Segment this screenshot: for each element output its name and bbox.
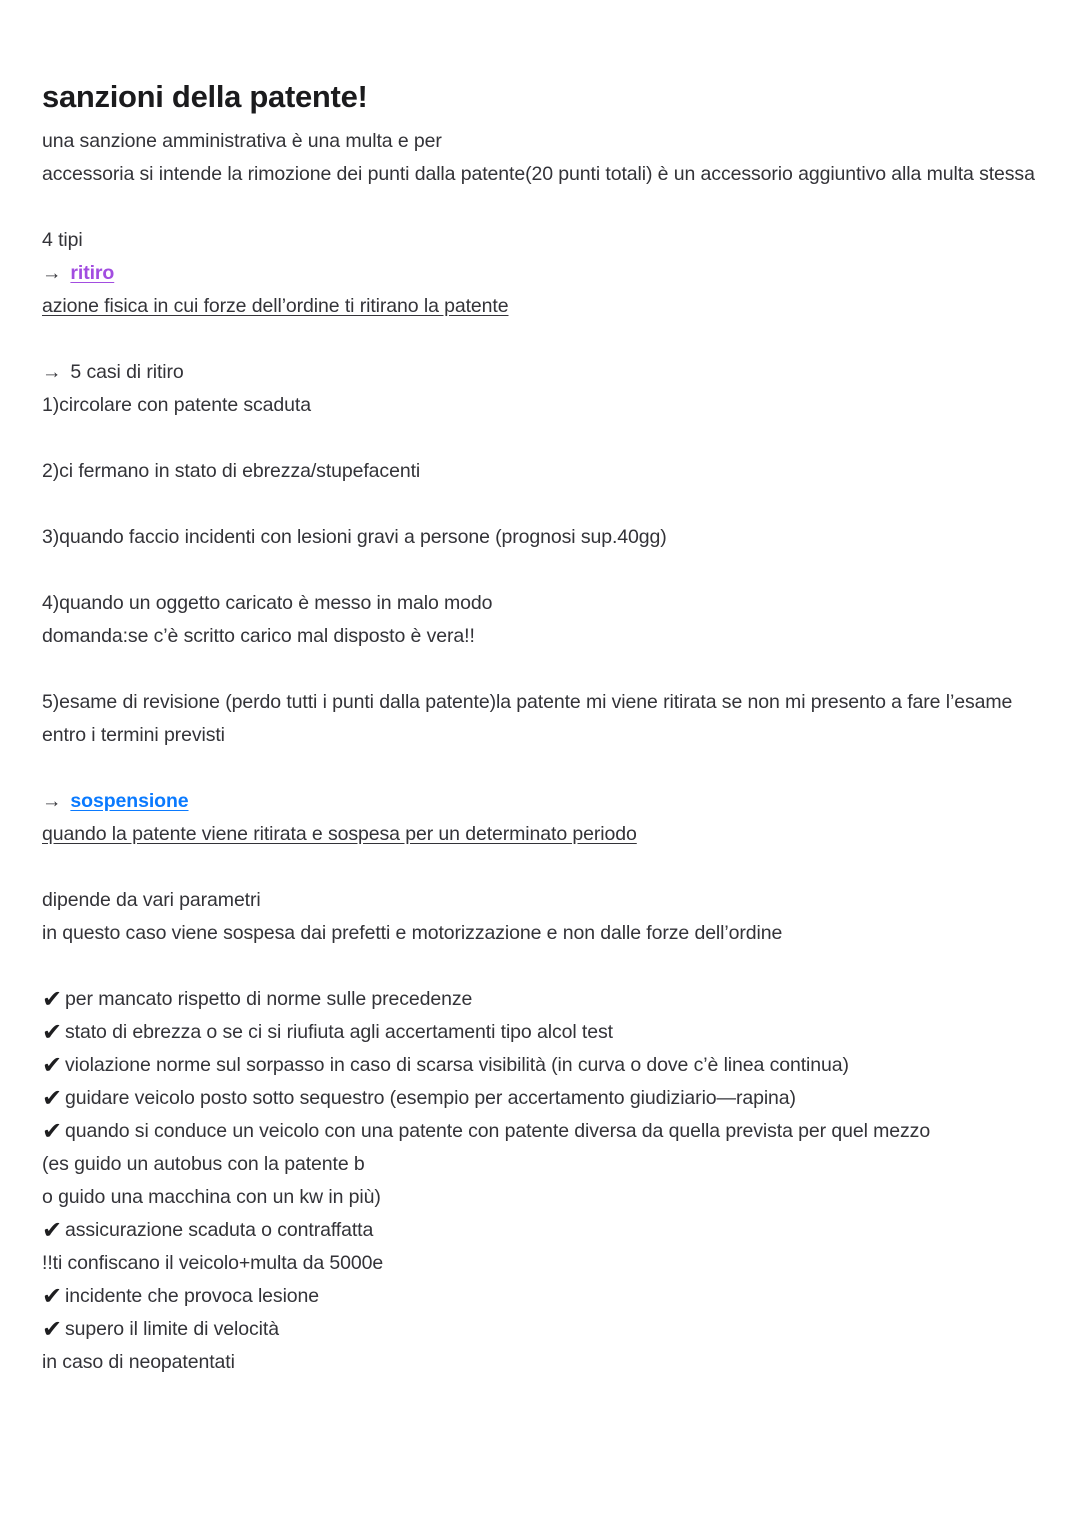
checkmark-icon: ✔ [42, 1283, 63, 1311]
blank-line [42, 653, 1040, 686]
intro-line-2: accessoria si intende la rimozione dei punti dalla patente(20 punti totali) è un accessorio aggiuntivo alla multa stessa [42, 163, 1035, 186]
checklist-continuation: in caso di neopatentati [42, 1351, 235, 1374]
checklist-text: violazione norme sul sorpasso in caso di scarsa visibilità (in curva o dove c’è linea continua) [65, 1054, 849, 1077]
blank-line [42, 422, 1040, 455]
ritiro-case-3: 3)quando faccio incidenti con lesioni gravi a persone (prognosi sup.40gg) [42, 526, 667, 549]
checklist-item [42, 983, 1040, 1016]
blank-line [42, 950, 1040, 983]
checklist-text: assicurazione scaduta o contraffatta [65, 1219, 374, 1242]
ritiro-case-2: 2)ci fermano in stato di ebrezza/stupefacenti [42, 460, 421, 483]
blank-line [42, 323, 1040, 356]
sospensione-para-line-2: in questo caso viene sospesa dai prefetti e motorizzazione e non dalle forze dell’ordine [42, 922, 783, 945]
checkmark-icon: ✔ [42, 1085, 63, 1113]
sospensione-para-line-1: dipende da vari parametri [42, 889, 261, 912]
checkmark-icon: ✔ [42, 1217, 63, 1245]
checklist-item [42, 1115, 1040, 1148]
checkmark-icon: ✔ [42, 986, 63, 1014]
checklist-item [42, 1049, 1040, 1082]
ritiro-description: azione fisica in cui forze dell’ordine ti ritirano la patente [42, 295, 509, 318]
ritiro-cases-heading [42, 356, 1040, 389]
ritiro-link[interactable]: ritiro [70, 262, 115, 285]
sospensione-link[interactable]: sospensione [70, 790, 189, 813]
checklist-text: guidare veicolo posto sotto sequestro (esempio per accertamento giudiziario—rapina) [65, 1087, 796, 1110]
blank-line [42, 191, 1040, 224]
intro-line-1: una sanzione amministrativa è una multa e per [42, 130, 442, 153]
checklist-item [42, 1016, 1040, 1049]
checklist-warning: !!ti confiscano il veicolo+multa da 5000e [42, 1252, 384, 1275]
checkmark-icon: ✔ [42, 1316, 63, 1344]
blank-line [42, 851, 1040, 884]
checklist-item [42, 1280, 1040, 1313]
ritiro-case-4 [42, 587, 1040, 653]
ritiro-heading-line [42, 257, 1040, 290]
ritiro-case-1: 1)circolare con patente scaduta [42, 394, 311, 417]
checkmark-icon: ✔ [42, 1118, 63, 1146]
checklist-item [42, 1313, 1040, 1346]
ritiro-case-5: 5)esame di revisione (perdo tutti i punti dalla patente)la patente mi viene ritirata se non mi presento a fare l’esame entro i termini previsti [42, 691, 1013, 747]
checklist-continuation: (es guido un autobus con la patente b [42, 1153, 365, 1176]
sospensione-heading-line [42, 785, 1040, 818]
blank-line [42, 488, 1040, 521]
checklist-text: quando si conduce un veicolo con una patente con patente diversa da quella prevista per quel mezzo [65, 1120, 931, 1143]
arrow-icon: → [42, 361, 62, 384]
checklist-continuation: o guido una macchina con un kw in più) [42, 1186, 381, 1209]
sospensione-description: quando la patente viene ritirata e sospesa per un determinato periodo [42, 823, 637, 846]
ritiro-case-4-line-1: 4)quando un oggetto caricato è messo in malo modo [42, 592, 493, 615]
blank-line [42, 554, 1040, 587]
checklist-text: incidente che provoca lesione [65, 1285, 320, 1308]
ritiro-cases-heading-text: 5 casi di ritiro [70, 361, 184, 384]
tipi-heading: 4 tipi [42, 229, 83, 252]
checkmark-icon: ✔ [42, 1052, 63, 1080]
page-title: sanzioni della patente! [42, 79, 368, 114]
intro-paragraph [42, 125, 1040, 191]
arrow-icon: → [42, 262, 62, 285]
checklist-item [42, 1082, 1040, 1115]
checklist-text: per mancato rispetto di norme sulle precedenze [65, 988, 473, 1011]
checklist-text: supero il limite di velocità [65, 1318, 279, 1341]
checklist-text: stato di ebrezza o se ci si riufiuta agli accertamenti tipo alcol test [65, 1021, 613, 1044]
blank-line [42, 752, 1040, 785]
sospensione-paragraph [42, 884, 1040, 950]
checkmark-icon: ✔ [42, 1019, 63, 1047]
checklist-item [42, 1214, 1040, 1247]
arrow-icon: → [42, 790, 62, 813]
ritiro-case-4-line-2: domanda:se c’è scritto carico mal disposto è vera!! [42, 625, 475, 648]
